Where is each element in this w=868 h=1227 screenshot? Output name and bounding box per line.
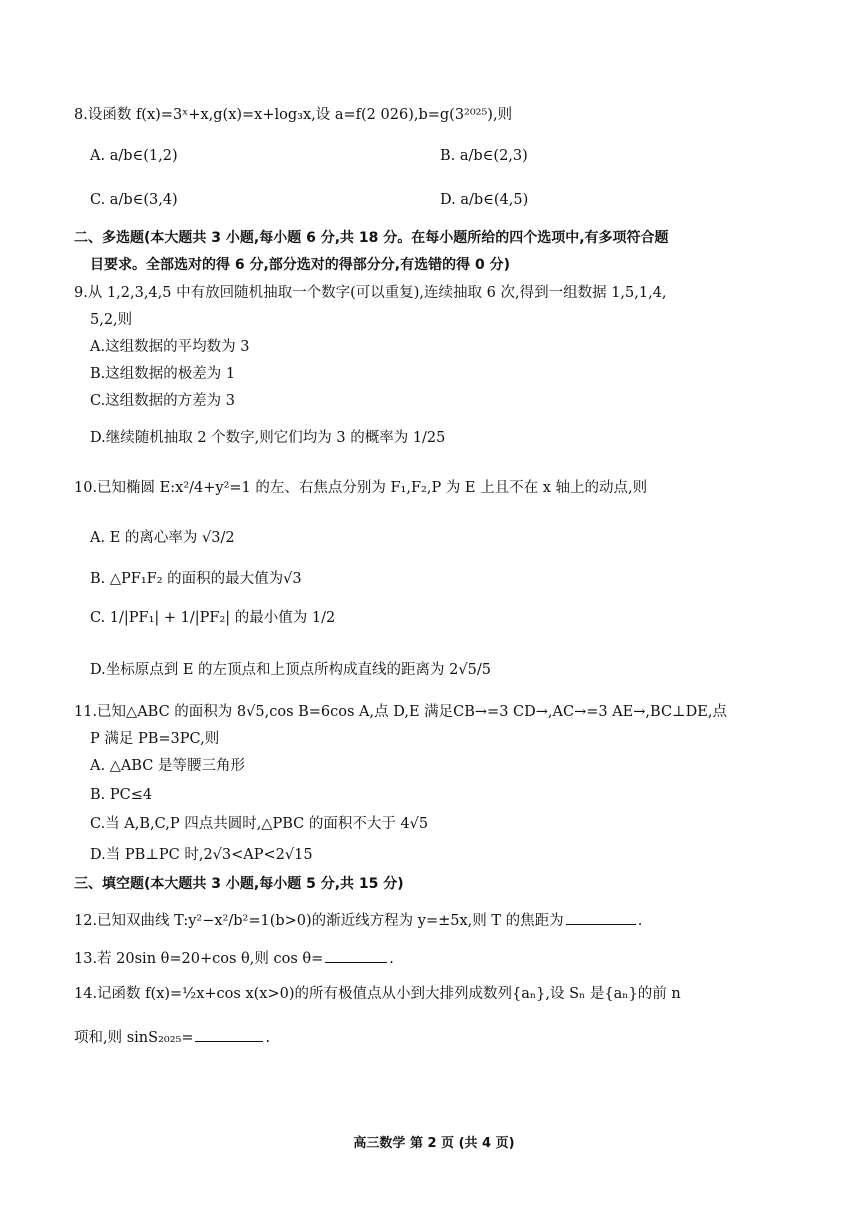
q14-answer-blank[interactable]: [195, 1027, 263, 1042]
q10-stem: 10.已知椭圆 E:x²/4+y²=1 的左、右焦点分别为 F₁,F₂,P 为 E 上且不在 x 轴上的动点,则: [74, 480, 648, 496]
q9-stem-line1: 9.从 1,2,3,4,5 中有放回随机抽取一个数字(可以重复),连续抽取 6 次,得到一组数据 1,5,1,4,: [74, 285, 667, 301]
q9-option-c: C.这组数据的方差为 3: [90, 393, 236, 409]
q12-answer-blank[interactable]: [566, 910, 636, 925]
section2-heading-line2: 目要求。全部选对的得 6 分,部分选对的得部分分,有选错的得 0 分): [90, 257, 511, 273]
q12-text: 12.已知双曲线 T:y²−x²/b²=1(b>0)的渐近线方程为 y=±5x,则 T 的焦距为: [74, 913, 564, 929]
q10-option-b: B. △PF₁F₂ 的面积的最大值为√3: [90, 571, 302, 587]
section3-heading: 三、填空题(本大题共 3 小题,每小题 5 分,共 15 分): [74, 876, 404, 892]
q8-stem: 8.设函数 f(x)=3ˣ+x,g(x)=x+log₃x,设 a=f(2 026),b=g(3²⁰²⁵),则: [74, 107, 513, 123]
q8-option-b: B. a/b∈(2,3): [440, 148, 528, 164]
q11-option-b: B. PC≤4: [90, 787, 153, 803]
q10-option-d: D.坐标原点到 E 的左顶点和上顶点所构成直线的距离为 2√5/5: [90, 662, 491, 678]
q13-period: .: [389, 951, 394, 967]
q13-text: 13.若 20sin θ=20+cos θ,则 cos θ=: [74, 951, 324, 967]
q8-option-a: A. a/b∈(1,2): [90, 148, 178, 164]
q13-answer-blank[interactable]: [325, 948, 387, 963]
q9-option-d: D.继续随机抽取 2 个数字,则它们均为 3 的概率为 1/25: [90, 430, 446, 446]
q9-stem-line2: 5,2,则: [90, 312, 133, 328]
q11-stem-line2: P 满足 PB=3PC,则: [90, 731, 220, 747]
q10-option-a: A. E 的离心率为 √3/2: [90, 530, 235, 546]
q13-line: [74, 948, 394, 969]
q9-option-b: B.这组数据的极差为 1: [90, 366, 236, 382]
q9-option-a: A.这组数据的平均数为 3: [90, 339, 250, 355]
q14-line2: [74, 1027, 270, 1048]
page-footer: 高三数学 第 2 页 (共 4 页): [353, 1136, 515, 1151]
q14-text: 项和,则 sinS₂₀₂₅=: [74, 1030, 194, 1046]
q11-option-c: C.当 A,B,C,P 四点共圆时,△PBC 的面积不大于 4√5: [90, 816, 429, 832]
q11-option-d: D.当 PB⊥PC 时,2√3<AP<2√15: [90, 847, 313, 863]
q8-option-d: D. a/b∈(4,5): [440, 192, 529, 208]
q14-line1: 14.记函数 f(x)=½x+cos x(x>0)的所有极值点从小到大排列成数列{aₙ},设 Sₙ 是{aₙ}的前 n: [74, 986, 681, 1002]
q10-option-c: C. 1/|PF₁| + 1/|PF₂| 的最小值为 1/2: [90, 610, 336, 626]
q14-period: .: [265, 1030, 271, 1046]
q12-line: [74, 910, 642, 931]
q12-period: .: [637, 913, 643, 929]
q11-stem-line1: 11.已知△ABC 的面积为 8√5,cos B=6cos A,点 D,E 满足CB→=3 CD→,AC→=3 AE→,BC⊥DE,点: [74, 704, 728, 720]
q8-option-c: C. a/b∈(3,4): [90, 192, 178, 208]
section2-heading-line1: 二、多选题(本大题共 3 小题,每小题 6 分,共 18 分。在每小题所给的四个选项中,有多项符合题: [74, 230, 669, 246]
q11-option-a: A. △ABC 是等腰三角形: [90, 758, 245, 774]
